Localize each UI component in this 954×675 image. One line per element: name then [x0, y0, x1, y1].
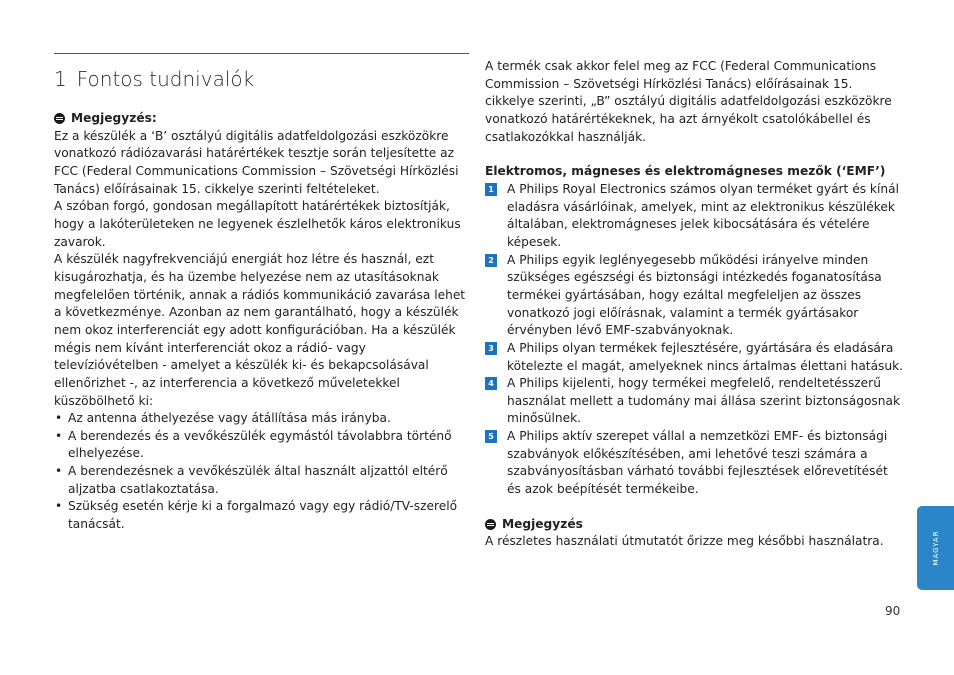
step-number-badge: 5	[485, 430, 497, 443]
left-column	[54, 110, 474, 534]
emf-item-text: A Philips olyan termékek fejlesztésére, gyártására és eladására kötelezte el magát, amelyeknek nincs ártalmas élettani hatásuk.	[507, 340, 904, 373]
emf-item-text: A Philips aktív szerepet vállal a nemzetközi EMF- és biztonsági szabványok előkészítésében, ami lehetővé teszi számára a szabványosításban várható további fejlesztések előrevetítését és azok beépítését termékeibe.	[507, 429, 888, 497]
list-item: • A berendezés és a vevőkészülék egymástól távolabbra történő elhelyezése.	[54, 428, 474, 463]
limits-paragraph: A szóban forgó, gondosan megállapított határértékek biztosítják, hogy a lakóterületeken ne legyenek észlelhetők káros elektronikus zavarok.	[54, 199, 461, 249]
fcc-compliance-paragraph: A termék csak akkor felel meg az FCC (Federal Communications Commission – Szövetségi Hírközlési Tanács) előírásainak 15. cikkelye szerinti, „B” osztályú digitális adatfeldolgozási eszközökre vonatkozó határértékeknek, ha azt árnyékolt csatolókábellel és csatlakozókkal használják.	[485, 59, 892, 144]
interference-paragraph: A készülék nagyfrekvenciájú energiát hoz létre és használ, ezt kisugározhatja, és ha üzembe helyezése nem az utasításoknak megfelelően történik, annak a rádiós kommunikáció zavarása lehet a következménye. Azonban az nem garantálható, hogy a készülék nem okoz interferenciát egy adott konfigurációban. Ha a készülék mégis nem kívánt interferenciát okoz a rádió- vagy televízióvételben - amelyet a készülék ki- és bekapcsolásával ellenőrizhet -, az interferencia a következő műveletekkel küszöbölhető ki:	[54, 252, 466, 408]
step-number-badge: 2	[485, 254, 497, 267]
right-column	[485, 58, 905, 551]
header-rule	[54, 53, 469, 54]
note-icon	[54, 113, 65, 124]
emf-heading: Elektromos, mágneses és elektromágneses mezők (‘EMF’)	[485, 164, 886, 179]
page-title	[54, 67, 254, 91]
remedy-list	[54, 410, 474, 534]
emf-item	[485, 375, 905, 428]
step-number-badge: 4	[485, 377, 497, 390]
emf-list	[485, 181, 905, 499]
emf-item	[485, 340, 905, 375]
chapter-title: Fontos tudnivalók	[76, 67, 255, 91]
list-item: • A berendezésnek a vevőkészülék által használt aljzattól eltérő aljzatba csatlakoztatása.	[54, 463, 474, 498]
step-number-badge: 1	[485, 183, 497, 196]
note-heading	[485, 516, 905, 534]
emf-item-text: A Philips egyik leglényegesebb működési irányelve minden szükséges egészségi és biztonsági intézkedés foganatosítása termékei gyártásában, hogy ezáltal megfeleljen az összes vonatkozó jogi előírásnak, valamint a termék gyártásakor érvényben lévő EMF-szabványoknak.	[507, 252, 882, 338]
fcc-paragraph: Ez a készülék a ‘B’ osztályú digitális adatfeldolgozási eszközökre vonatkozó rádiózavarási határértékek tesztje során teljesítette az FCC (Federal Communications Commission – Szövetségi Hírközlési Tanács) előírásainak 15. cikkelye szerinti feltételeket.	[54, 128, 459, 196]
page-number: 90	[885, 604, 901, 618]
emf-item-text: A Philips kijelenti, hogy termékei megfelelő, rendeltetésszerű használat mellett a tudomány mai állása szerint biztonságosnak minősülnek.	[507, 376, 901, 426]
emf-item-text: A Philips Royal Electronics számos olyan terméket gyárt és kínál eladásra vásárlóinak, amelyek, mint az elektronikus készülékek általában, elektromágneses jelek kibocsátására és vételére képesek.	[507, 181, 899, 249]
note-heading	[54, 110, 474, 128]
emf-item	[485, 252, 905, 340]
list-item: • Az antenna áthelyezése vagy átállítása más irányba.	[54, 410, 474, 428]
emf-item	[485, 428, 905, 499]
note-heading-label: Megjegyzés	[502, 516, 583, 531]
list-item: • Szükség esetén kérje ki a forgalmazó vagy egy rádió/TV-szerelő tanácsát.	[54, 498, 474, 533]
note-text: A részletes használati útmutatót őrizze meg későbbi használatra.	[485, 534, 884, 549]
emf-item	[485, 181, 905, 252]
chapter-number: 1	[54, 67, 67, 91]
note-icon	[485, 519, 496, 530]
language-tab	[917, 506, 954, 590]
spacer	[485, 499, 905, 516]
language-tab-label: MAGYAR	[931, 530, 940, 566]
note-heading-label: Megjegyzés:	[71, 111, 157, 125]
step-number-badge: 3	[485, 342, 497, 355]
